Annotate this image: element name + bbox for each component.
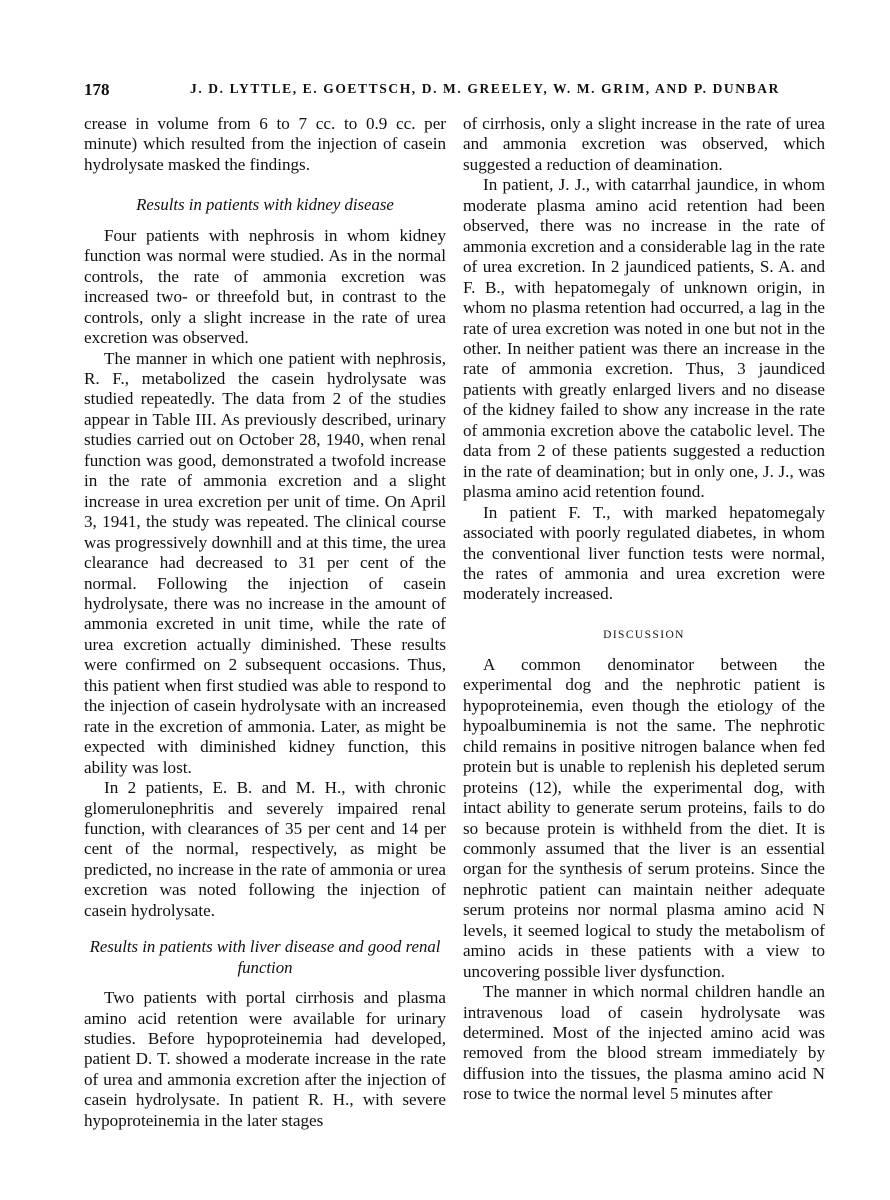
section-heading-liver-disease: Results in patients with liver disease and good renal function: [89, 937, 441, 977]
running-head-authors: J. D. LYTTLE, E. GOETTSCH, D. M. GREELEY, W. M. GRIM, AND P. DUNBAR: [190, 81, 780, 96]
paragraph-continuation-right: of cirrhosis, only a slight increase in the rate of urea and ammonia excretion was observed, which suggested a reduction of deamination.: [463, 114, 825, 174]
section-heading-kidney-disease: Results in patients with kidney disease: [136, 195, 394, 215]
paragraph-patient-ft: In patient F. T., with marked hepatomegaly associated with poorly regulated diabetes, in whom the conventional liver function tests were normal, the rates of ammonia and urea excretion were moderately increased.: [463, 502, 825, 604]
section-heading-discussion: DISCUSSION: [603, 628, 685, 641]
paragraph-portal-cirrhosis: Two patients with portal cirrhosis and plasma amino acid retention were available for urinary studies. Before hypoproteinemia had developed, patient D. T. showed a moderate increase in the rate of urea and ammonia excretion after the injection of casein hydrolysate. In patient R. H., with severe hypoproteinemia in the later stages: [84, 988, 446, 1130]
page-header: [84, 80, 824, 102]
paragraph-nephrosis: Four patients with nephrosis in whom kidney function was normal were studied. As in the normal controls, the rate of ammonia excretion was increased two- or threefold but, in contrast to the controls, only a slight increase in the rate of urea excretion was observed.: [84, 225, 446, 348]
left-column: [84, 114, 446, 1131]
paragraph-normal-children: The manner in which normal children handle an intravenous load of casein hydrolysate was determined. Most of the injected amino acid was removed from the blood stream immediately by diffusion into the tissues, the plasma amino acid N rose to twice the normal level 5 minutes after: [463, 982, 825, 1104]
page-number: 178: [84, 80, 110, 99]
paragraph-continuation: crease in volume from 6 to 7 cc. to 0.9 cc. per minute) which resulted from the injection of casein hydrolysate masked the findings.: [84, 114, 446, 174]
paragraph-patient-rf: The manner in which one patient with nephrosis, R. F., metabolized the casein hydrolysate was studied repeatedly. The data from 2 of the studies appear in Table III. As previously described, urinary studies carried out on October 28, 1940, when renal function was good, demonstrated a twofold increase in the rate of ammonia excretion and a slight increase in urea excretion per unit of time. On April 3, 1941, the study was repeated. The clinical course was progressively downhill and at this time, the urea clearance had decreased to 31 per cent of the normal. Following the injection of casein hydrolysate, there was no increase in the amount of ammonia excreted in unit time, while the rate of urea excretion actually diminished. These results were confirmed on 2 subsequent occasions. Thus, this patient when first studied was able to respond to the injection of casein hydrolysate with an increased rate in the excretion of ammonia. Later, as might be expected with diminished kidney function, this ability was lost.: [84, 348, 446, 777]
paragraph-catarrhal-jaundice: In patient, J. J., with catarrhal jaundice, in whom moderate plasma amino acid retention had been observed, there was no increase in the rate of ammonia excretion and a considerable lag in the rate of urea excretion. In 2 jaundiced patients, S. A. and F. B., with hepatomegaly of unknown origin, in whom no plasma retention had occurred, a lag in the rate of urea excretion was noted in one but not in the other. In neither patient was there an increase in the rate of ammonia excretion. Thus, 3 jaundiced patients with greatly enlarged livers and no disease of the kidney failed to show any increase in the rate of ammonia excretion above the catabolic level. The data from 2 of these patients suggested a reduction in the rate of deamination; but in only one, J. J., was plasma amino acid retention found.: [463, 175, 825, 502]
paragraph-glomerulonephritis: In 2 patients, E. B. and M. H., with chronic glomerulonephritis and severely impaired renal function, with clearances of 35 per cent and 14 per cent of the normal, respectively, as might be predicted, no increase in the rate of ammonia or urea excretion was noted following the injection of casein hydrolysate.: [84, 778, 446, 920]
paragraph-common-denominator: A common denominator between the experimental dog and the nephrotic patient is hypoproteinemia, even though the etiology of the hypoalbuminemia is not the same. The nephrotic child remains in positive nitrogen balance when fed protein but is unable to replenish his depleted serum proteins (12), while the experimental dog, with intact ability to generate serum proteins, fails to do so because protein is withheld from the diet. It is commonly assumed that the liver is an essential organ for the synthesis of serum proteins. Since the nephrotic patient can maintain neither adequate serum proteins nor normal plasma amino acid N levels, it seemed logical to study the metabolism of amino acids in these patients with a view to uncovering possible liver dysfunction.: [463, 654, 825, 981]
right-column: [463, 114, 825, 1105]
